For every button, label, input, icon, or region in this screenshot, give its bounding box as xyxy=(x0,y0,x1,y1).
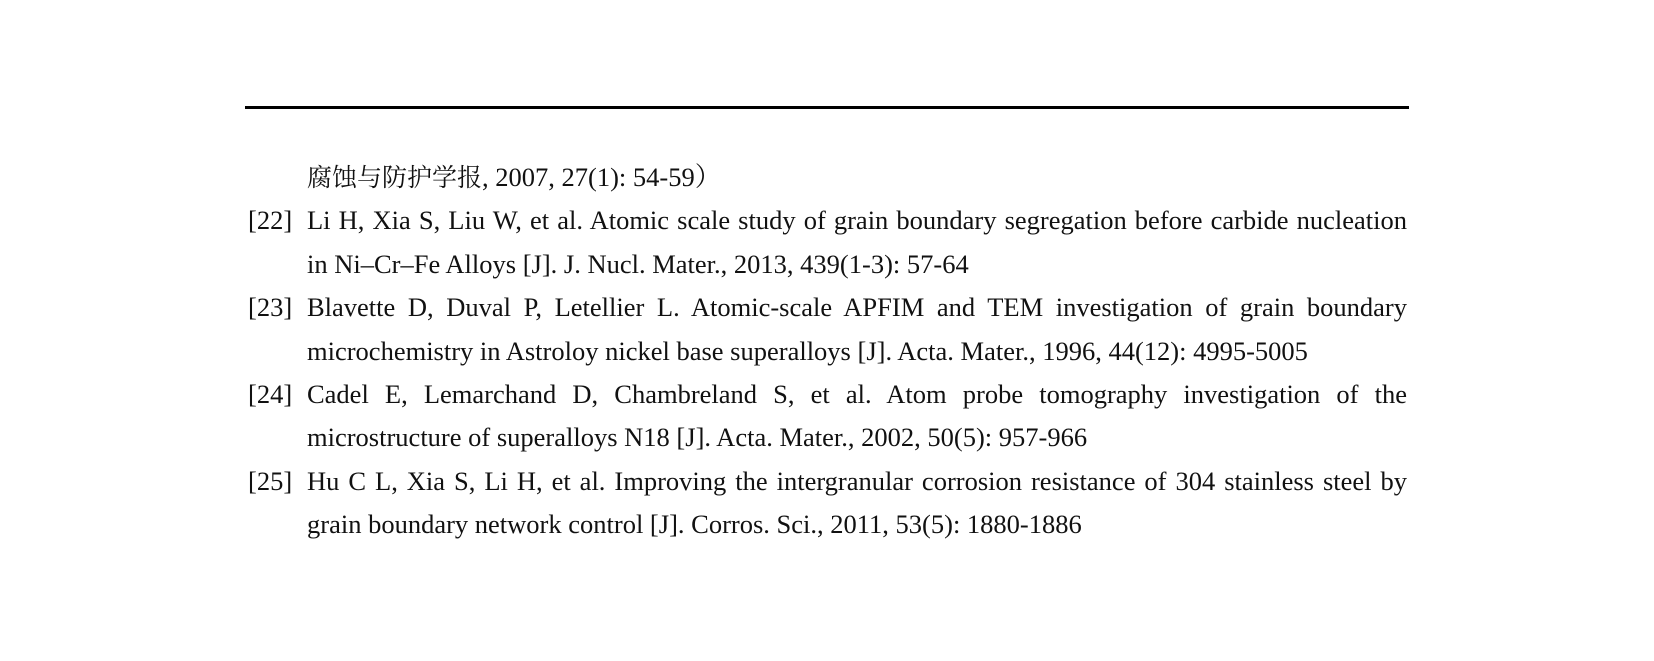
reference-list xyxy=(245,156,1407,547)
reference-text: Cadel E, Lemarchand D, Chambreland S, et al. Atom probe tomography investigation of the microstructure of superalloys N18 [J]. Acta. Mater., 2002, 50(5): 957-966 xyxy=(307,379,1407,453)
reference-item-24 xyxy=(245,373,1407,460)
reference-text: Hu C L, Xia S, Li H, et al. Improving the intergranular corrosion resistance of 304 stainless steel by grain boundary network control [J]. Corros. Sci., 2011, 53(5): 1880-1886 xyxy=(307,465,1407,540)
reference-number: [25] xyxy=(248,465,293,496)
reference-text: Li H, Xia S, Liu W, et al. Atomic scale study of grain boundary segregation before carbide nucleation in Ni–Cr–Fe Alloys [J]. J. Nucl. Mater., 2013, 439(1-3): 57-64 xyxy=(307,205,1407,279)
reference-item-22 xyxy=(245,199,1407,286)
reference-number: [23] xyxy=(248,292,293,323)
header-rule xyxy=(245,106,1409,109)
continuation-details: , 2007, 27(1): 54-59） xyxy=(482,162,722,192)
reference-item-23 xyxy=(245,286,1407,373)
reference-continuation xyxy=(245,156,1407,199)
journal-name-cjk: 腐蚀与防护学报 xyxy=(307,163,483,192)
reference-text: Blavette D, Duval P, Letellier L. Atomic-scale APFIM and TEM investigation of grain boundary microchemistry in Astroloy nickel base superalloys [J]. Acta. Mater., 1996, 44(12): 4995-5005 xyxy=(307,292,1407,366)
reference-number: [24] xyxy=(248,379,293,410)
reference-item-25 xyxy=(245,460,1407,547)
reference-number: [22] xyxy=(248,205,293,236)
